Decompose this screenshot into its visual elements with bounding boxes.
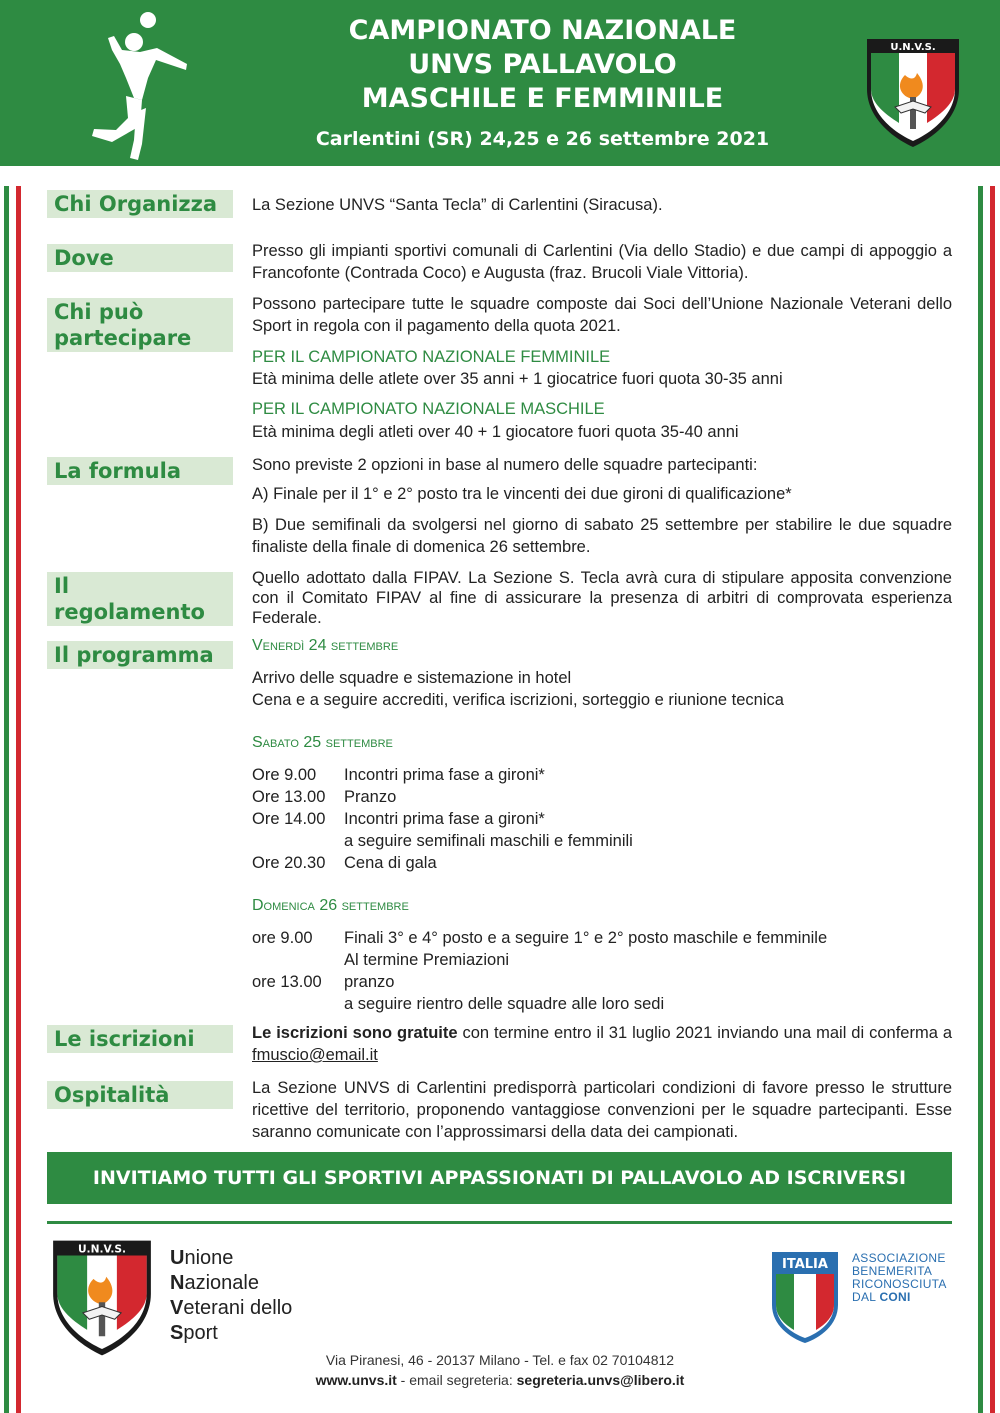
footer-divider <box>47 1221 952 1224</box>
schedule-time: Ore 9.00 <box>252 766 317 784</box>
schedule-text: Incontri prima fase a gironi* <box>344 766 545 784</box>
page-title <box>250 14 835 116</box>
section-label-formula: La formula <box>47 457 233 485</box>
volleyball-player-icon <box>82 8 192 163</box>
formula-intro: Sono previste 2 opzioni in base al numero delle squadre partecipanti: <box>252 456 758 474</box>
secretariat-email-link[interactable]: segreteria.unvs@libero.it <box>516 1372 685 1388</box>
section-label-dove: Dove <box>47 244 233 272</box>
section-text-regolamento: Quello adottato dalla FIPAV. La Sezione S. Tecla avrà cura di stipulare apposita convenzione con il Comitato FIPAV al fine di assicurare la presenza di arbitri di comprovata esperienza Federale. <box>252 569 952 627</box>
section-label-chi-puo-partecipare <box>47 298 233 352</box>
header <box>0 0 1000 166</box>
svg-text:U.N.V.S.: U.N.V.S. <box>890 42 936 53</box>
section-text-chi-organizza: La Sezione UNVS “Santa Tecla” di Carlentini (Siracusa). <box>252 196 663 214</box>
coni-italia-shield <box>770 1250 840 1345</box>
fem-text: Età minima delle atlete over 35 anni + 1 giocatrice fuori quota 30-35 anni <box>252 370 783 388</box>
schedule-row <box>252 927 827 949</box>
schedule-row <box>252 852 633 874</box>
unvs-name-line: Veterani dello <box>170 1297 293 1319</box>
schedule-text: pranzo <box>344 973 395 991</box>
mas-title: PER IL CAMPIONATO NAZIONALE MASCHILE <box>252 400 605 418</box>
day-title-sabato: Sabato 25 settembre <box>252 734 393 751</box>
coni-text <box>852 1252 947 1304</box>
schedule-text: Pranzo <box>344 788 397 806</box>
svg-text:ITALIA: ITALIA <box>782 1257 828 1272</box>
formula-option-a: A) Finale per il 1° e 2° posto tra le vincenti dei due gironi di qualificazione* <box>252 485 792 503</box>
section-label-regolamento: Il regolamento <box>47 572 233 626</box>
unvs-logo <box>865 37 961 149</box>
formula-option-b: B) Due semifinali da svolgersi nel giorno di sabato 25 settembre per stabilire le due squadre finaliste della finale di domenica 26 settembre. <box>252 516 952 556</box>
schedule-time <box>252 949 344 971</box>
side-stripe-red-right <box>990 186 995 1413</box>
side-stripe-red-left <box>16 186 21 1413</box>
section-text-iscrizioni <box>252 1022 952 1066</box>
title-line: MASCHILE E FEMMINILE <box>361 83 724 114</box>
schedule-time: ore 13.00 <box>252 973 322 991</box>
website-link[interactable]: www.unvs.it <box>315 1372 397 1388</box>
ven-line: Cena e a seguire accrediti, verifica iscrizioni, sorteggio e riunione tecnica <box>252 691 784 709</box>
label-line: partecipare <box>54 326 192 350</box>
contact-email-link[interactable]: fmuscio@email.it <box>252 1046 378 1064</box>
footer-address-block <box>0 1350 1000 1390</box>
coni-line: BENEMERITA <box>852 1264 933 1278</box>
schedule-time: Ore 14.00 <box>252 810 326 828</box>
invitation-banner: INVITIAMO TUTTI GLI SPORTIVI APPASSIONATI DI PALLAVOLO AD ISCRIVERSI <box>47 1152 952 1204</box>
schedule-text: Cena di gala <box>344 854 437 872</box>
sabato-schedule <box>252 764 633 874</box>
unvs-full-name <box>170 1246 292 1346</box>
coni-line: ASSOCIAZIONE <box>852 1251 946 1265</box>
section-label-ospitalita: Ospitalità <box>47 1081 233 1109</box>
section-text-dove: Presso gli impianti sportivi comunali di Carlentini (Via dello Stadio) e due campi di appoggio a Francofonte (Contrada Coco) e Augusta (fraz. Brucoli Viale Vittoria). <box>252 242 952 282</box>
schedule-row <box>252 786 633 808</box>
schedule-row <box>252 808 633 830</box>
email-label: - email segreteria: <box>396 1372 517 1388</box>
schedule-time <box>252 830 344 852</box>
ven-line: Arrivo delle squadre e sistemazione in hotel <box>252 669 572 687</box>
day-title-venerdi: Venerdì 24 settembre <box>252 637 399 654</box>
schedule-time: Ore 20.30 <box>252 854 326 872</box>
title-line: UNVS PALLAVOLO <box>408 49 677 80</box>
schedule-row <box>252 830 633 852</box>
mas-text: Età minima degli atleti over 40 + 1 giocatore fuori quota 35-40 anni <box>252 423 739 441</box>
label-line: Chi può <box>54 300 144 324</box>
coni-line: DAL CONI <box>852 1290 911 1304</box>
section-text-chi-puo: Possono partecipare tutte le squadre composte dai Soci dell’Unione Nazionale Veterani dello Sport in regola con il pagamento della quota 2021. <box>252 295 952 335</box>
title-line: CAMPIONATO NAZIONALE <box>348 15 737 46</box>
schedule-text: Finali 3° e 4° posto e a seguire 1° e 2° posto maschile e femminile <box>344 929 828 947</box>
schedule-time <box>252 993 344 1015</box>
schedule-text: a seguire rientro delle squadre alle loro sedi <box>344 995 665 1013</box>
unvs-name-line: Sport <box>170 1322 218 1344</box>
schedule-row <box>252 949 827 971</box>
schedule-row <box>252 971 827 993</box>
side-stripe-green-right <box>978 186 983 1413</box>
schedule-text: Al termine Premiazioni <box>344 951 510 969</box>
unvs-name-line: Unione <box>170 1247 234 1269</box>
section-label-programma: Il programma <box>47 641 233 669</box>
section-label-iscrizioni: Le iscrizioni <box>47 1025 233 1053</box>
section-label-chi-organizza: Chi Organizza <box>47 190 233 218</box>
domenica-schedule <box>252 927 827 1015</box>
svg-text:U.N.V.S.: U.N.V.S. <box>77 1242 127 1256</box>
schedule-text: a seguire semifinali maschili e femminili <box>344 832 633 850</box>
schedule-row <box>252 764 633 786</box>
day-title-domenica: Domenica 26 settembre <box>252 897 409 914</box>
coni-line: RICONOSCIUTA <box>852 1277 947 1291</box>
page-subtitle: Carlentini (SR) 24,25 e 26 settembre 2021 <box>315 128 770 150</box>
schedule-time: Ore 13.00 <box>252 788 326 806</box>
schedule-row <box>252 993 827 1015</box>
footer-contacts <box>0 1370 1000 1390</box>
unvs-logo <box>51 1238 153 1358</box>
schedule-time: ore 9.00 <box>252 929 313 947</box>
iscrizioni-bold: Le iscrizioni sono gratuite <box>252 1024 458 1042</box>
footer-address: Via Piranesi, 46 - 20137 Milano - Tel. e fax 02 70104812 <box>325 1352 675 1368</box>
fem-title: PER IL CAMPIONATO NAZIONALE FEMMINILE <box>252 348 611 366</box>
iscrizioni-text: con termine entro il 31 luglio 2021 inviando una mail di conferma a <box>457 1024 952 1042</box>
section-text-ospitalita: La Sezione UNVS di Carlentini predisporrà particolari condizioni di favore presso le strutture ricettive del territorio, proponendo vantaggiose convenzioni per le squadre partecipanti. Esse saranno comunicate con l’approssimarsi della data dei campionati. <box>252 1079 952 1141</box>
unvs-name-line: Nazionale <box>170 1272 259 1294</box>
side-stripe-green-left <box>4 186 9 1413</box>
schedule-text: Incontri prima fase a gironi* <box>344 810 545 828</box>
